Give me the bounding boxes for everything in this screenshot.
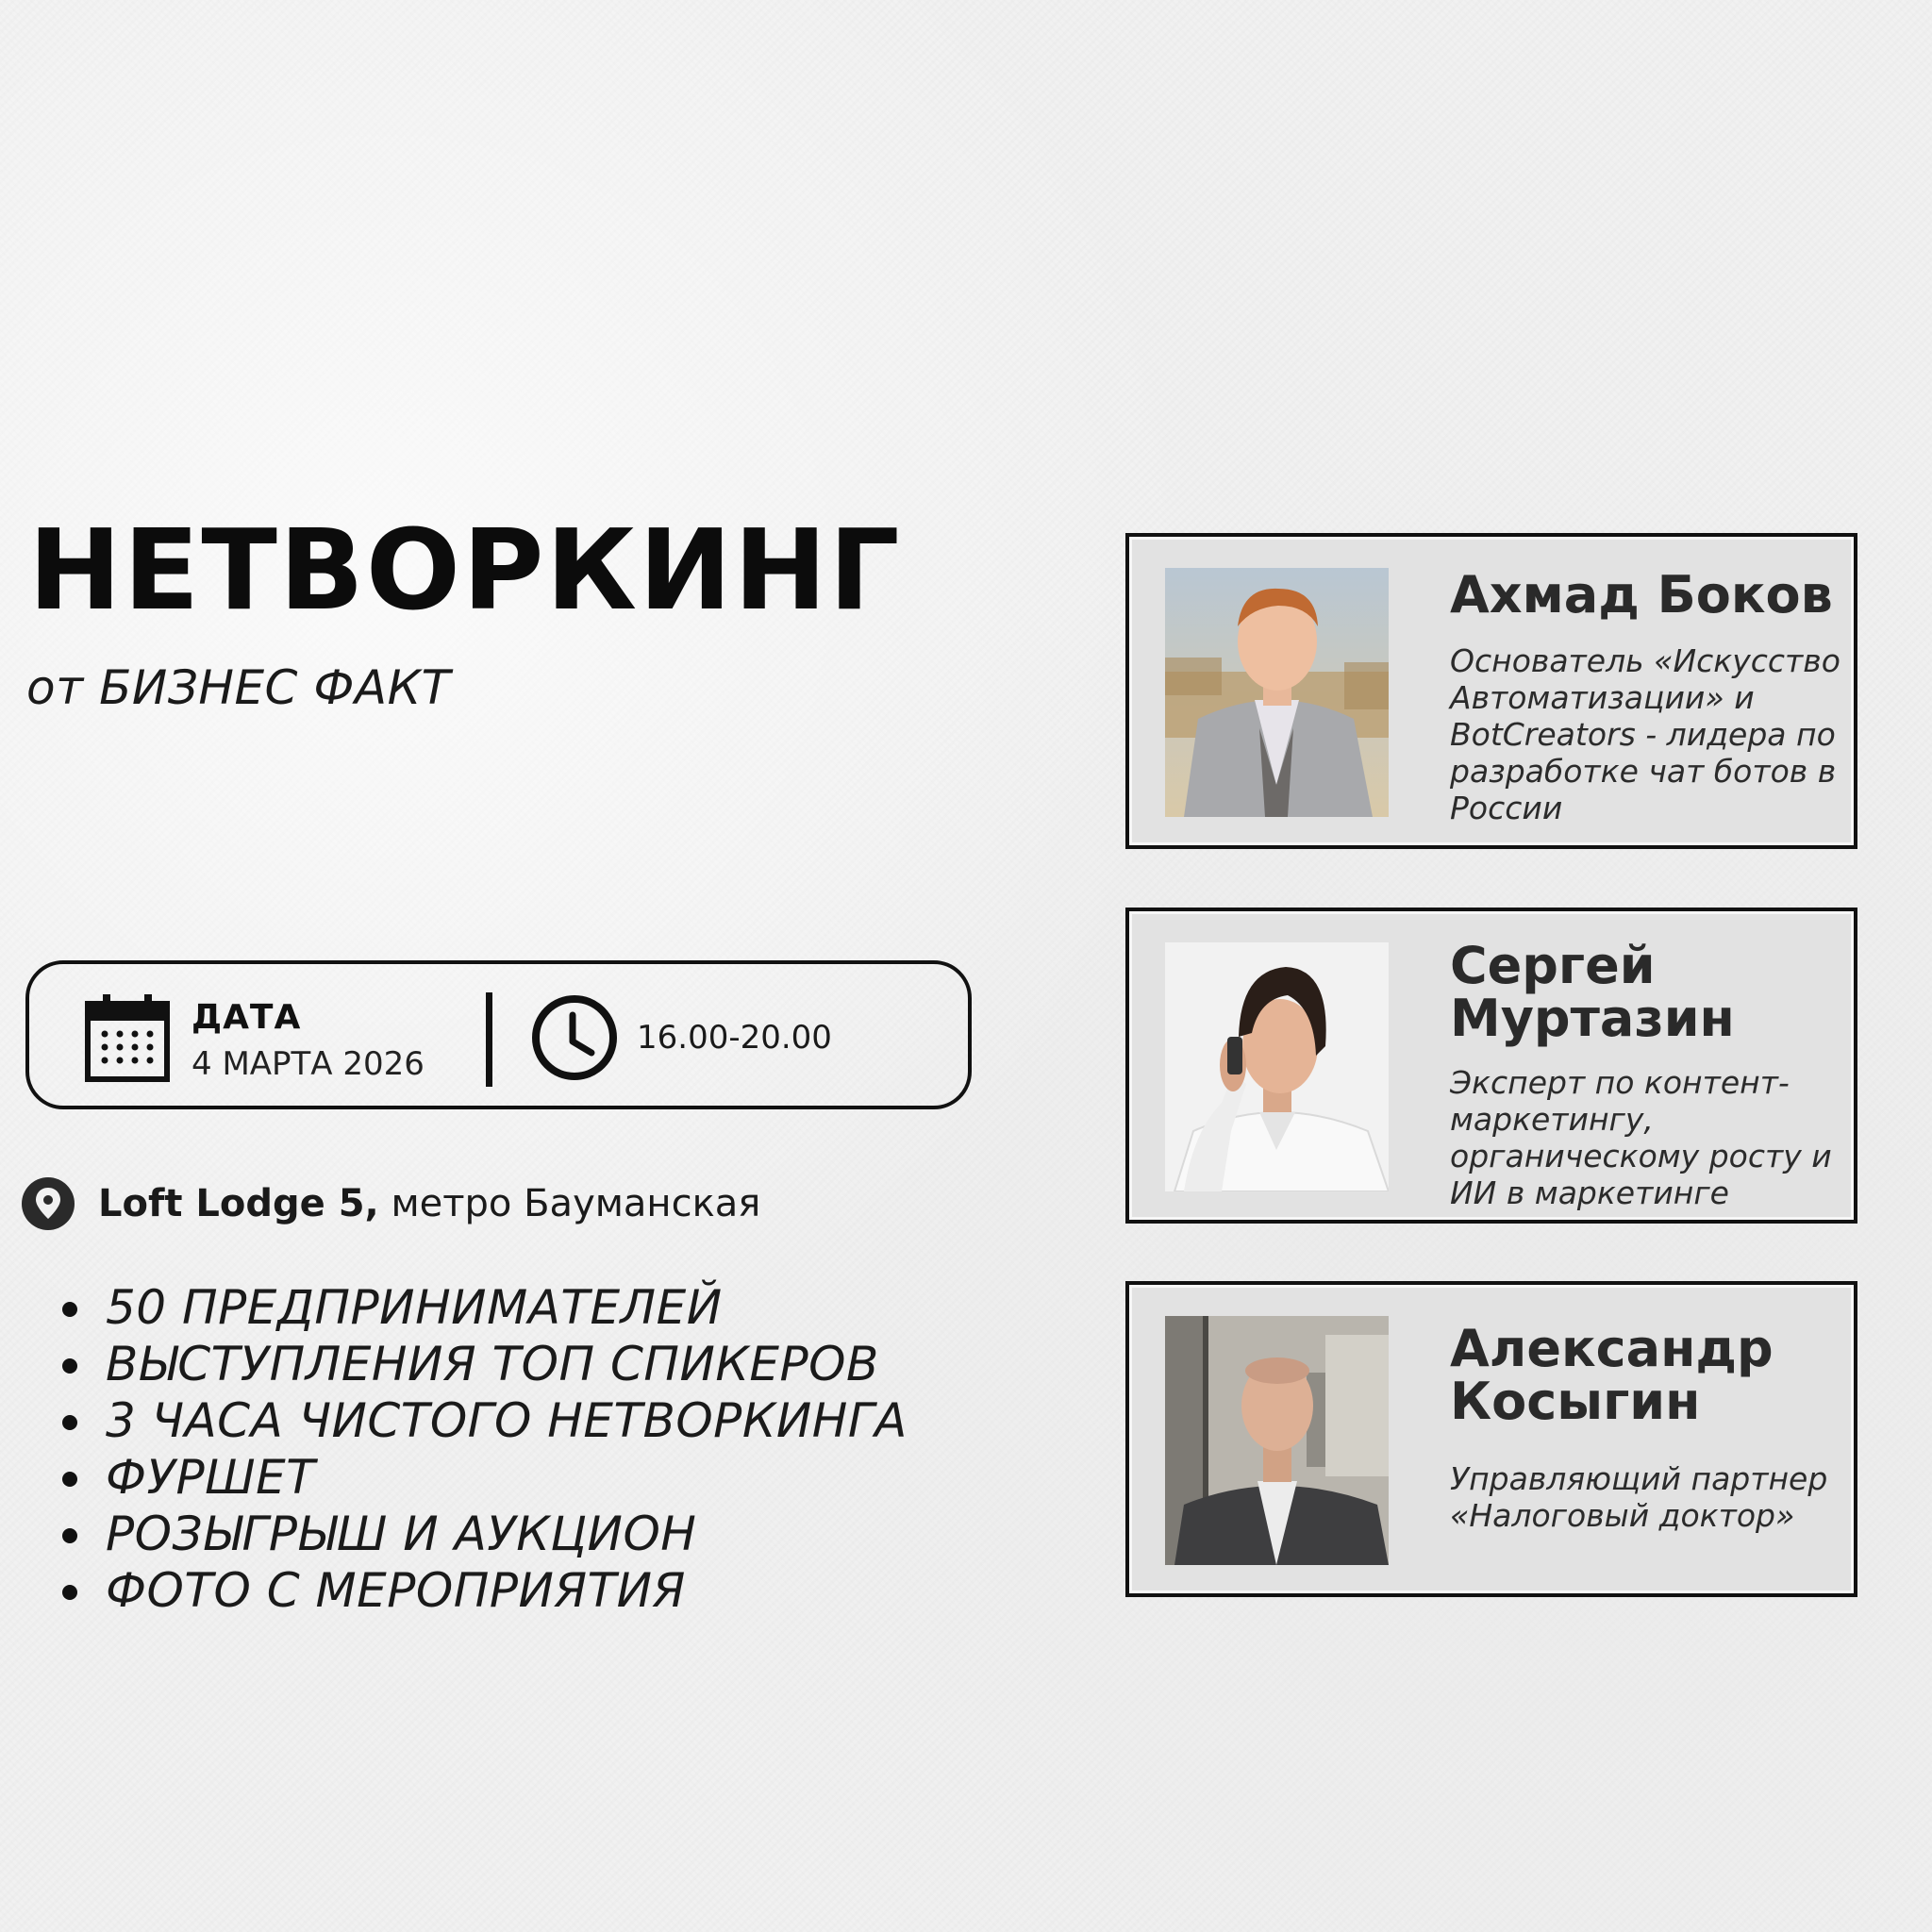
event-subtitle: от БИЗНЕС ФАКТ: [26, 660, 451, 715]
event-title: НЕТВОРКИНГ: [28, 505, 902, 635]
speaker-role: Управляющий партнер «Налоговый доктор»: [1450, 1460, 1828, 1534]
speaker-role: Эксперт по контент-маркетингу, органическому росту и ИИ в маркетинге: [1450, 1064, 1832, 1211]
speaker-name: [1450, 936, 1735, 1048]
speaker-card: [1125, 908, 1857, 1224]
speaker-role: Основатель «Искусство Автоматизации» и BotCreators - лидера по разработке чат ботов в России: [1450, 642, 1840, 826]
speaker-name-line: Ахмад Боков: [1450, 565, 1833, 625]
divider: [486, 992, 492, 1087]
speaker-name: [1450, 565, 1833, 625]
feature-item: РОЗЫГРЫШ И АУКЦИОН: [58, 1506, 908, 1562]
speaker-photo: [1165, 1316, 1389, 1565]
date-label: ДАТА: [192, 998, 302, 1037]
feature-item: ФОТО С МЕРОПРИЯТИЯ: [58, 1562, 908, 1619]
speaker-name-line: Сергей: [1450, 936, 1656, 995]
feature-item: 3 ЧАСА ЧИСТОГО НЕТВОРКИНГА: [58, 1392, 908, 1449]
speaker-photo: [1165, 942, 1389, 1191]
metro-station: метро Бауманская: [378, 1182, 761, 1225]
time-value: 16.00-20.00: [637, 1019, 832, 1057]
date-time-panel: [25, 960, 972, 1109]
speaker-name-line: Александр: [1450, 1319, 1774, 1378]
feature-item: 50 ПРЕДПРИНИМАТЕЛЕЙ: [58, 1279, 908, 1336]
feature-item: ВЫСТУПЛЕНИЯ ТОП СПИКЕРОВ: [58, 1336, 908, 1392]
calendar-icon: [84, 992, 171, 1083]
venue-name: Loft Lodge 5,: [98, 1182, 379, 1225]
speaker-card: [1125, 1281, 1857, 1597]
map-pin-icon: [21, 1176, 75, 1231]
speaker-name-line: Косыгин: [1450, 1372, 1701, 1431]
speaker-name-line: Муртазин: [1450, 989, 1735, 1048]
feature-item: ФУРШЕТ: [58, 1449, 908, 1506]
clock-icon: [529, 992, 620, 1083]
speaker-name: [1450, 1319, 1774, 1431]
location-text: [98, 1182, 760, 1225]
date-value: 4 МАРТА 2026: [192, 1045, 425, 1083]
speaker-card: [1125, 533, 1857, 849]
features-list: [58, 1279, 908, 1619]
location: [21, 1174, 760, 1234]
speaker-photo: [1165, 568, 1389, 817]
